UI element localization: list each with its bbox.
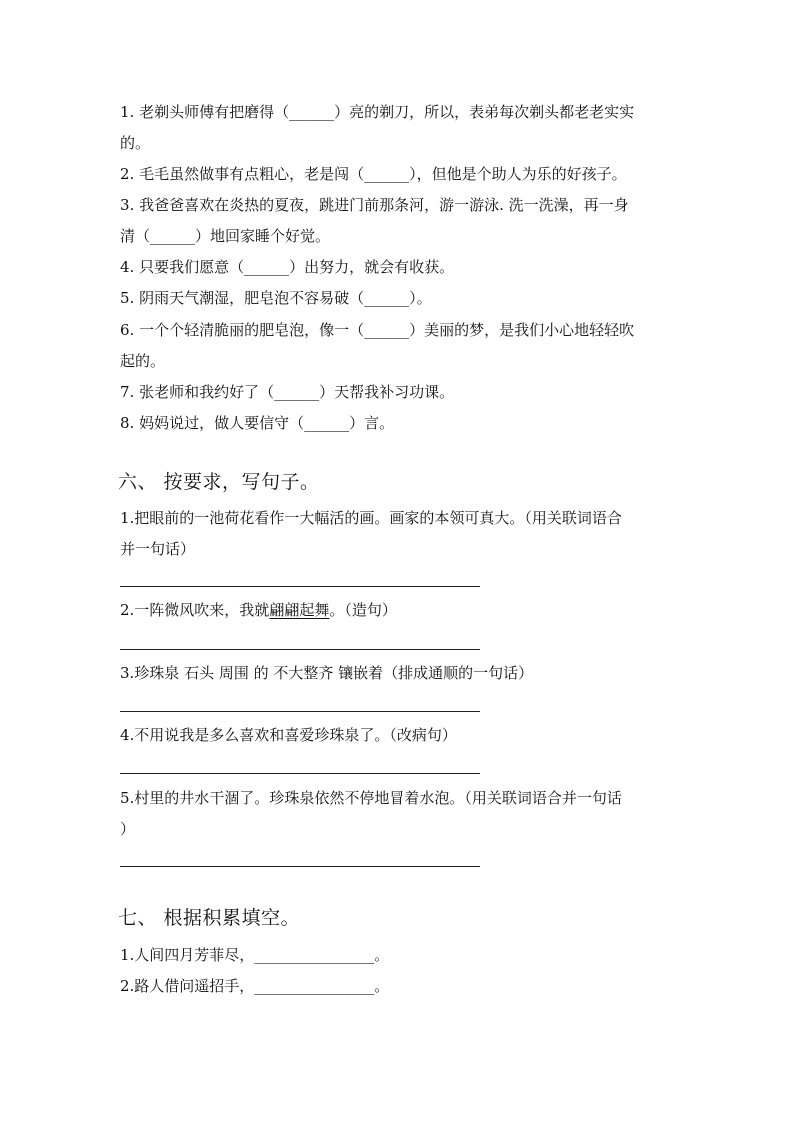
answer-line-q5[interactable]	[120, 866, 480, 867]
section-7-heading: 七、 根据积累填空。	[118, 907, 301, 929]
section-6-heading: 六、 按要求，写句子。	[118, 471, 320, 493]
fill-blank-item-1: 1. 老剃头师傅有把磨得（______）亮的剃刀，所以，表弟每次剃头都老老实实	[120, 103, 635, 121]
fill-blank-item-6-continued: 起的。	[120, 352, 166, 370]
sentence-q1: 1.把眼前的一池荷花看作一大幅活的画。画家的本领可真大。（用关联词语合	[120, 509, 622, 527]
sentence-q2	[120, 600, 397, 620]
sentence-q2-underlined-phrase: 翩翩起舞	[269, 601, 330, 619]
answer-line-q2[interactable]	[120, 649, 480, 650]
sentence-q5: 5.村里的井水干涸了。珍珠泉依然不停地冒着水泡。（用关联词语合并一句话	[120, 789, 622, 807]
sentence-q5-continued: ）	[120, 820, 136, 838]
poem-q2[interactable]: 2.路人借问遥招手，________________。	[120, 977, 390, 995]
sentence-q4: 4.不用说我是多么喜欢和喜爱珍珠泉了。（改病句）	[120, 726, 457, 744]
sentence-q2-suffix: 。（造句）	[329, 601, 397, 619]
poem-q1[interactable]: 1.人间四月芳菲尽，________________。	[120, 946, 390, 964]
sentence-q1-continued: 并一句话）	[120, 540, 196, 558]
fill-blank-item-3: 3. 我爸爸喜欢在炎热的夏夜，跳进门前那条河，游一游泳. 洗一洗澡，再一身	[120, 196, 629, 214]
fill-blank-item-7: 7. 张老师和我约好了（______）天帮我补习功课。	[120, 383, 455, 401]
answer-line-q4[interactable]	[120, 773, 480, 774]
fill-blank-item-2: 2. 毛毛虽然做事有点粗心，老是闯（______），但他是个助人为乐的好孩子。	[120, 165, 627, 183]
sentence-q3: 3.珍珠泉 石头 周围 的 不大整齐 镶嵌着（排成通顺的一句话）	[120, 664, 534, 682]
fill-blank-item-8: 8. 妈妈说过，做人要信守（______）言。	[120, 414, 395, 432]
fill-blank-item-1-continued: 的。	[120, 134, 151, 152]
answer-line-q3[interactable]	[120, 711, 480, 712]
fill-blank-item-5: 5. 阴雨天气潮湿，肥皂泡不容易破（______）。	[120, 289, 432, 307]
fill-blank-item-3-continued: 清（______）地回家睡个好觉。	[120, 227, 331, 245]
sentence-q2-prefix: 2.一阵微风吹来，我就	[120, 601, 270, 619]
fill-blank-item-6: 6. 一个个轻清脆丽的肥皂泡，像一（______）美丽的梦，是我们小心地轻轻吹	[120, 321, 635, 339]
fill-blank-item-4: 4. 只要我们愿意（______）出努力，就会有收获。	[120, 258, 455, 276]
answer-line-q1[interactable]	[120, 586, 480, 587]
